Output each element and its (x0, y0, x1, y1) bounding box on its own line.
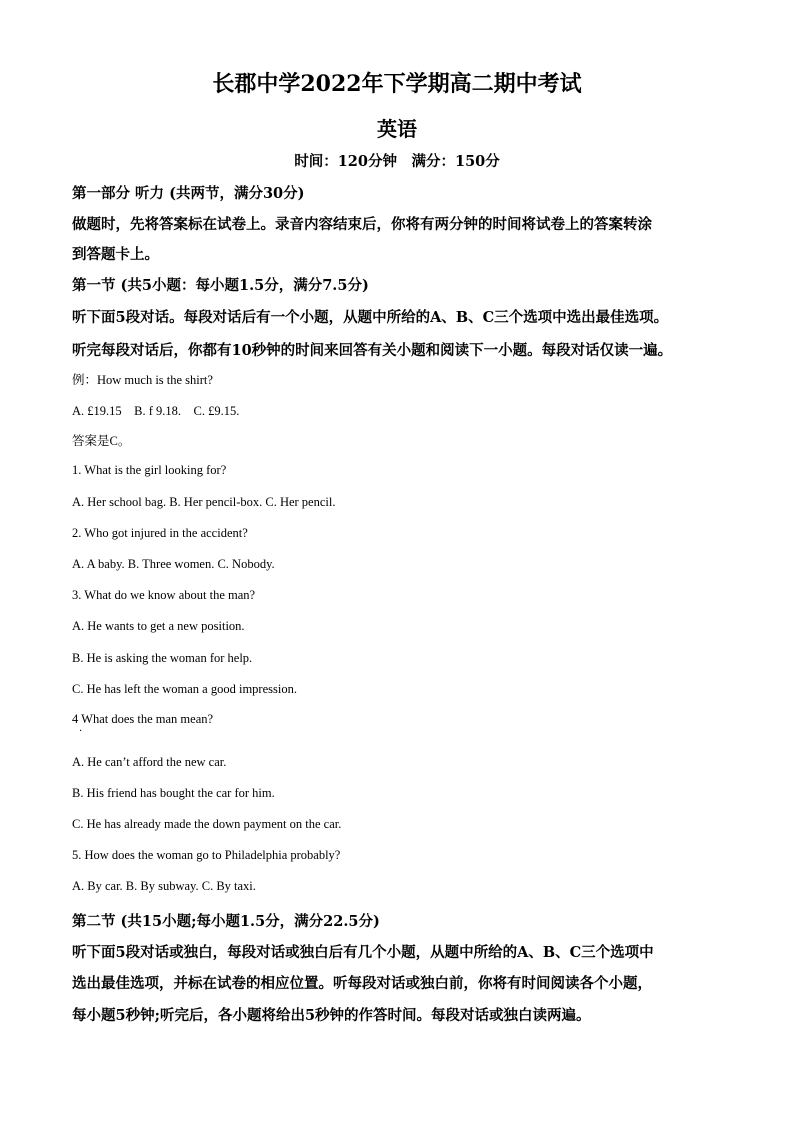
section2-instr-line3: 每小题5秒钟;听完后，各小题将给出5秒钟的作答时间。每段对话或独白读两遍。 (72, 1007, 591, 1024)
question-2-options: A. A baby. B. Three women. C. Nobody. (72, 557, 275, 571)
question-4-option-c: C. He has already made the down payment on the car. (72, 817, 342, 831)
question-5-options: A. By car. B. By subway. C. By taxi. (72, 879, 256, 893)
question-3-option-c: C. He has left the woman a good impression. (72, 682, 297, 696)
question-1: 1. What is the girl looking for? (72, 463, 227, 477)
part1-heading: 第一部分 听力 (共两节，满分30分) (72, 185, 305, 202)
section1-instr-line2: 听完每段对话后，你都有10秒钟的时间来回答有关小题和阅读下一小题。每段对话仅读一遍。 (72, 342, 673, 359)
question-4: 4 What does the man mean? (72, 712, 214, 726)
question-3-option-a: A. He wants to get a new position. (72, 619, 245, 633)
example-answer: 答案是C。 (72, 434, 131, 448)
section1-instr-line1: 听下面5段对话。每段对话后有一个小题，从题中所给的A、B、C三个选项中选出最佳选项。 (72, 309, 669, 326)
part1-intro-line1: 做题时，先将答案标在试卷上。录音内容结束后，你将有两分钟的时间将试卷上的答案转涂 (72, 216, 652, 233)
example-options: A. £19.15 B. f 9.18. C. £9.15. (72, 404, 240, 418)
exam-title: 长郡中学2022年下学期高二期中考试 (212, 71, 582, 97)
question-5: 5. How does the woman go to Philadelphia probably? (72, 848, 341, 862)
section2-instr-line1: 听下面5段对话或独白，每段对话或独白后有几个小题，从题中所给的A、B、C三个选项中 (72, 944, 654, 961)
section1-heading: 第一节 (共5小题：每小题1.5分，满分7.5分) (72, 277, 369, 294)
question-3: 3. What do we know about the man? (72, 588, 256, 602)
question-3-option-b: B. He is asking the woman for help. (72, 651, 253, 665)
exam-subject: 英语 (377, 117, 417, 141)
question-2: 2. Who got injured in the accident? (72, 526, 248, 540)
section2-instr-line2: 选出最佳选项，并标在试卷的相应位置。听每段对话或独白前，你将有时间阅读各个小题， (72, 975, 652, 992)
question-4-option-a: A. He can’t afford the new car. (72, 755, 227, 769)
question-4-option-b: B. His friend has bought the car for him. (72, 786, 275, 800)
question-1-options: A. Her school bag. B. Her pencil-box. C. Her pencil. (72, 495, 336, 509)
example-question: 例：How much is the shirt? (72, 373, 213, 387)
stray-dot-mark: · (79, 726, 83, 737)
part1-intro-line2: 到答题卡上。 (72, 246, 159, 263)
section2-heading: 第二节 (共15小题;每小题1.5分，满分22.5分) (72, 913, 380, 930)
time-score-info: 时间：120分钟 满分：150分 (294, 153, 500, 170)
